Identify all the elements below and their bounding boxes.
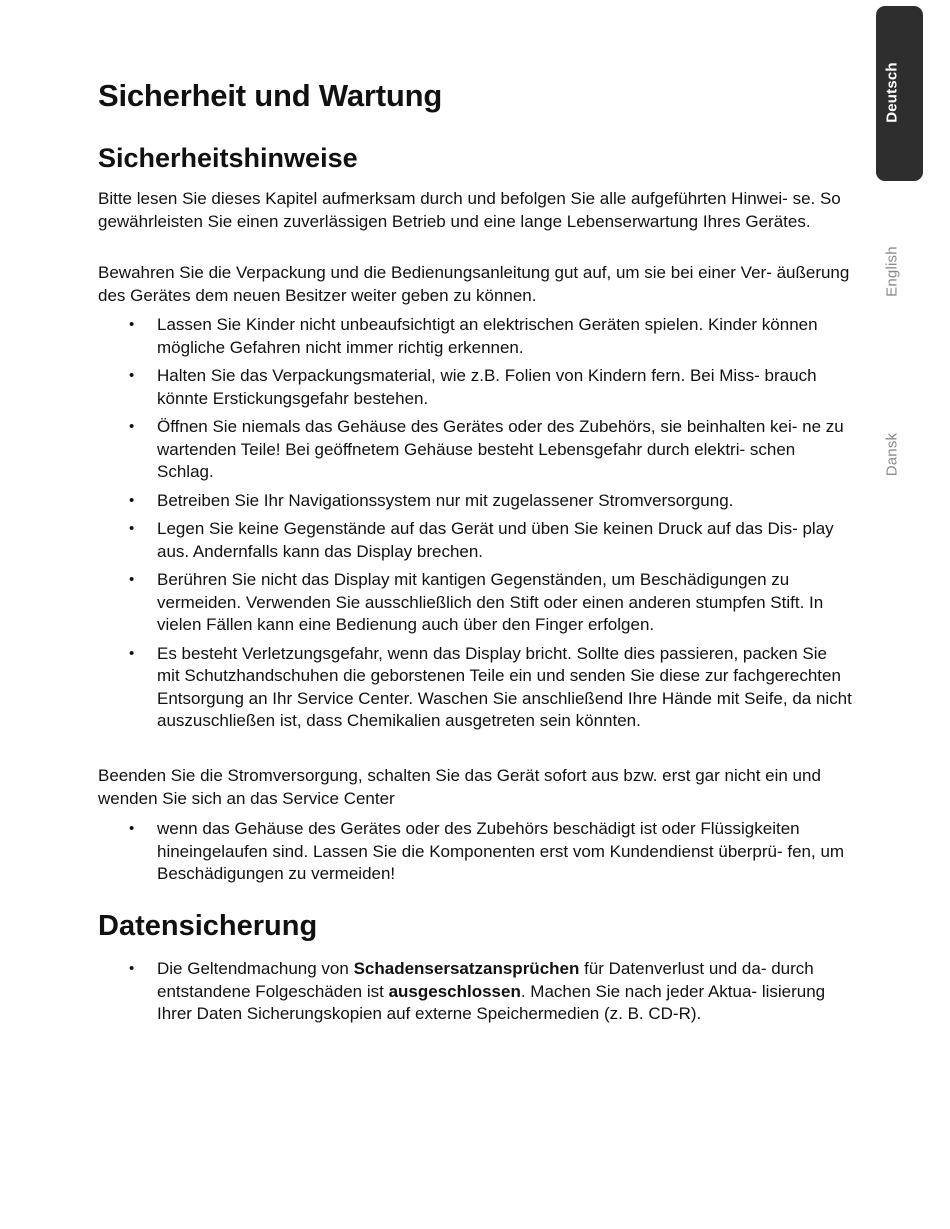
page-title: Sicherheit und Wartung — [98, 78, 443, 113]
bullet-icon: • — [129, 960, 135, 977]
language-label-deutsch[interactable]: Deutsch — [883, 62, 901, 123]
list-item — [98, 518, 854, 563]
list-item-text: Berühren Sie nicht das Display mit kantigen Gegenständen, um Beschädigungen zu vermeiden. Verwenden Sie ausschließlich den Stift oder einen anderen stumpfen Stift. In vielen Fällen kann eine Bedienung auch über den Finger erfolgen. — [157, 570, 824, 634]
bullet-icon: • — [129, 316, 135, 333]
safety-list — [98, 314, 854, 739]
language-tab-english[interactable]: English — [883, 246, 901, 297]
backup-list — [98, 958, 854, 1032]
bullet-icon: • — [129, 571, 135, 588]
packaging-paragraph: Bewahren Sie die Verpackung und die Bedienungsanleitung gut auf, um sie bei einer Ver- äußerung des Gerätes dem neuen Besitzer weiter geben zu können. — [98, 263, 850, 305]
list-item-text: Betreiben Sie Ihr Navigationssystem nur mit zugelassener Stromversorgung. — [157, 490, 734, 510]
section-heading-backup: Datensicherung — [98, 910, 318, 942]
list-item-text: Es besteht Verletzungsgefahr, wenn das Display bricht. Sollte dies passieren, packen Sie mit Schutzhandschuhen die geborstenen Teile ein und senden Sie diese zur fachgerechten Entsorgung an Ihr Service Center. Waschen Sie anschließend Ihre Hände mit Seife, da nicht auszuschließen ist, dass Chemikalien ausgetreten sein könnten. — [157, 643, 852, 730]
list-item — [98, 818, 854, 886]
section-heading-safety: Sicherheitshinweise — [98, 143, 358, 173]
bullet-icon: • — [129, 644, 135, 662]
list-item-text: Legen Sie keine Gegenstände auf das Gerät und üben Sie keinen Druck auf das Dis- play aus. Andernfalls kann das Display brechen. — [157, 519, 834, 561]
language-tab-dansk[interactable]: Dansk — [883, 432, 901, 477]
backup-text-bold-1: Schadensersatzansprüchen — [353, 959, 580, 978]
bullet-icon: • — [129, 491, 135, 509]
list-item — [98, 490, 854, 513]
bullet-icon: • — [129, 520, 135, 537]
bullet-icon: • — [129, 367, 135, 384]
list-item — [98, 365, 854, 410]
list-item — [98, 958, 854, 1026]
list-item — [98, 569, 854, 637]
backup-text-3: . Machen Sie nach jeder Aktua- lisierung Ihrer Daten Sicherungskopien auf externe Speichermedien (z. B. CD-R). — [157, 981, 826, 1023]
bullet-icon: • — [129, 418, 135, 435]
list-item — [98, 643, 854, 733]
list-item-text: wenn das Gehäuse des Gerätes oder des Zubehörs beschädigt ist oder Flüssigkeiten hineingelaufen sind. Lassen Sie die Komponenten erst vom Kundendienst überprü- fen, um Beschädigungen zu vermeiden! — [157, 819, 845, 883]
backup-text-2: für Datenverlust und da- durch entstandene Folgeschäden ist — [157, 959, 814, 1001]
power-off-paragraph: Beenden Sie die Stromversorgung, schalten Sie das Gerät sofort aus bzw. erst gar nicht ein und wenden Sie sich an das Service Center — [98, 766, 821, 808]
intro-paragraph: Bitte lesen Sie dieses Kapitel aufmerksam durch und befolgen Sie alle aufgeführten Hinwei- se. So gewährleisten Sie einen zuverlässigen Betrieb und eine lange Lebenserwartung Ihres Gerätes. — [98, 189, 841, 231]
list-item-text: Öffnen Sie niemals das Gehäuse des Gerätes oder des Zubehörs, sie beinhalten kei- ne zu wartenden Teile! Bei geöffnetem Gehäuse besteht Lebensgefahr durch elektri- schen Schlag. — [157, 417, 844, 481]
list-item — [98, 416, 854, 484]
list-item — [98, 314, 854, 359]
list-item-text: Lassen Sie Kinder nicht unbeaufsichtigt an elektrischen Geräten spielen. Kinder können mögliche Gefahren nicht immer richtig erkennen. — [157, 315, 818, 357]
list-item-text: Halten Sie das Verpackungsmaterial, wie z.B. Folien von Kindern fern. Bei Miss- brauch könnte Erstickungsgefahr bestehen. — [157, 366, 817, 408]
backup-text-1: Die Geltendmachung von — [157, 959, 354, 978]
backup-text-bold-2: ausgeschlossen — [388, 981, 521, 1001]
bullet-icon: • — [129, 820, 135, 837]
damage-list — [98, 818, 854, 892]
